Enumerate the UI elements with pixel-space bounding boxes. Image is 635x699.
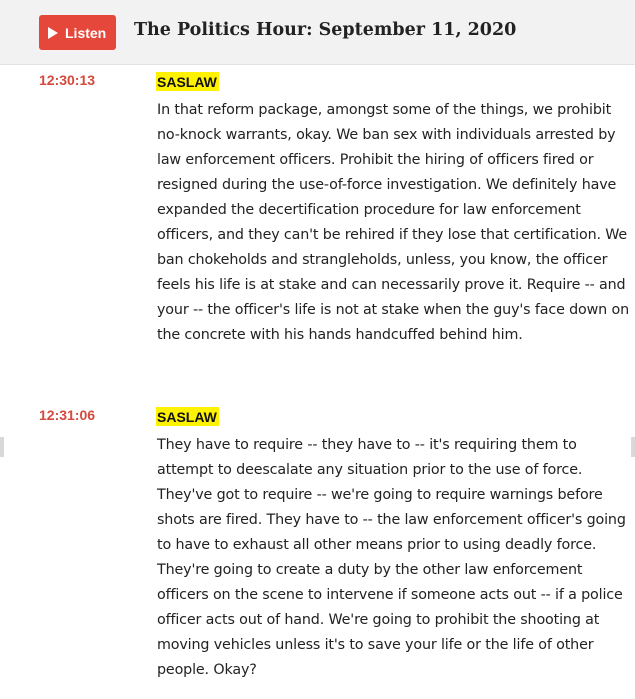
transcript-entry (0, 407, 635, 692)
right-scroll-handle[interactable] (631, 437, 635, 457)
transcript-text: In that reform package, amongst some of the things, we prohibit no-knock warrants, okay. We ban sex with individuals arrested by law enforcement officers. Prohibit the hiring of officers fired or resigned during the use-of-force investigation. We definitely have expanded the decertification procedure for law enforcement officers, and they can't be rehired if they lose that certification. We ban chokeholds and strangleholds, unless, you know, the officer feels his life is at stake and can necessarily prove it. Require -- and your -- the officer's life is not at stake when the guy's face down on the concrete with his hands handcuffed behind him. (157, 102, 629, 343)
speaker-label: SASLAW (157, 409, 217, 425)
left-scroll-handle[interactable] (0, 437, 4, 457)
listen-button[interactable] (39, 15, 116, 50)
episode-header (0, 0, 635, 65)
timestamp-link[interactable]: 12:31:06 (39, 407, 96, 423)
listen-label: Listen (65, 24, 107, 41)
play-icon (48, 27, 58, 39)
transcript-entry (0, 72, 635, 372)
episode-title: The Politics Hour: September 11, 2020 (134, 20, 517, 40)
timestamp-link[interactable]: 12:30:13 (39, 72, 96, 88)
speaker-label: SASLAW (157, 74, 217, 90)
transcript-text: They have to require -- they have to -- it's requiring them to attempt to deescalate any situation prior to the use of force. They've got to require -- we're going to require warnings before shots are fired. They have to -- the law enforcement officer's going to have to exhaust all other means prior to using deadly force. They're going to create a duty by the other law enforcement officers on the scene to intervene if someone acts out -- if a police officer acts out of hand. We're going to prohibit the shooting at moving vehicles unless it's to save your life or the life of other people. Okay? (157, 437, 626, 678)
